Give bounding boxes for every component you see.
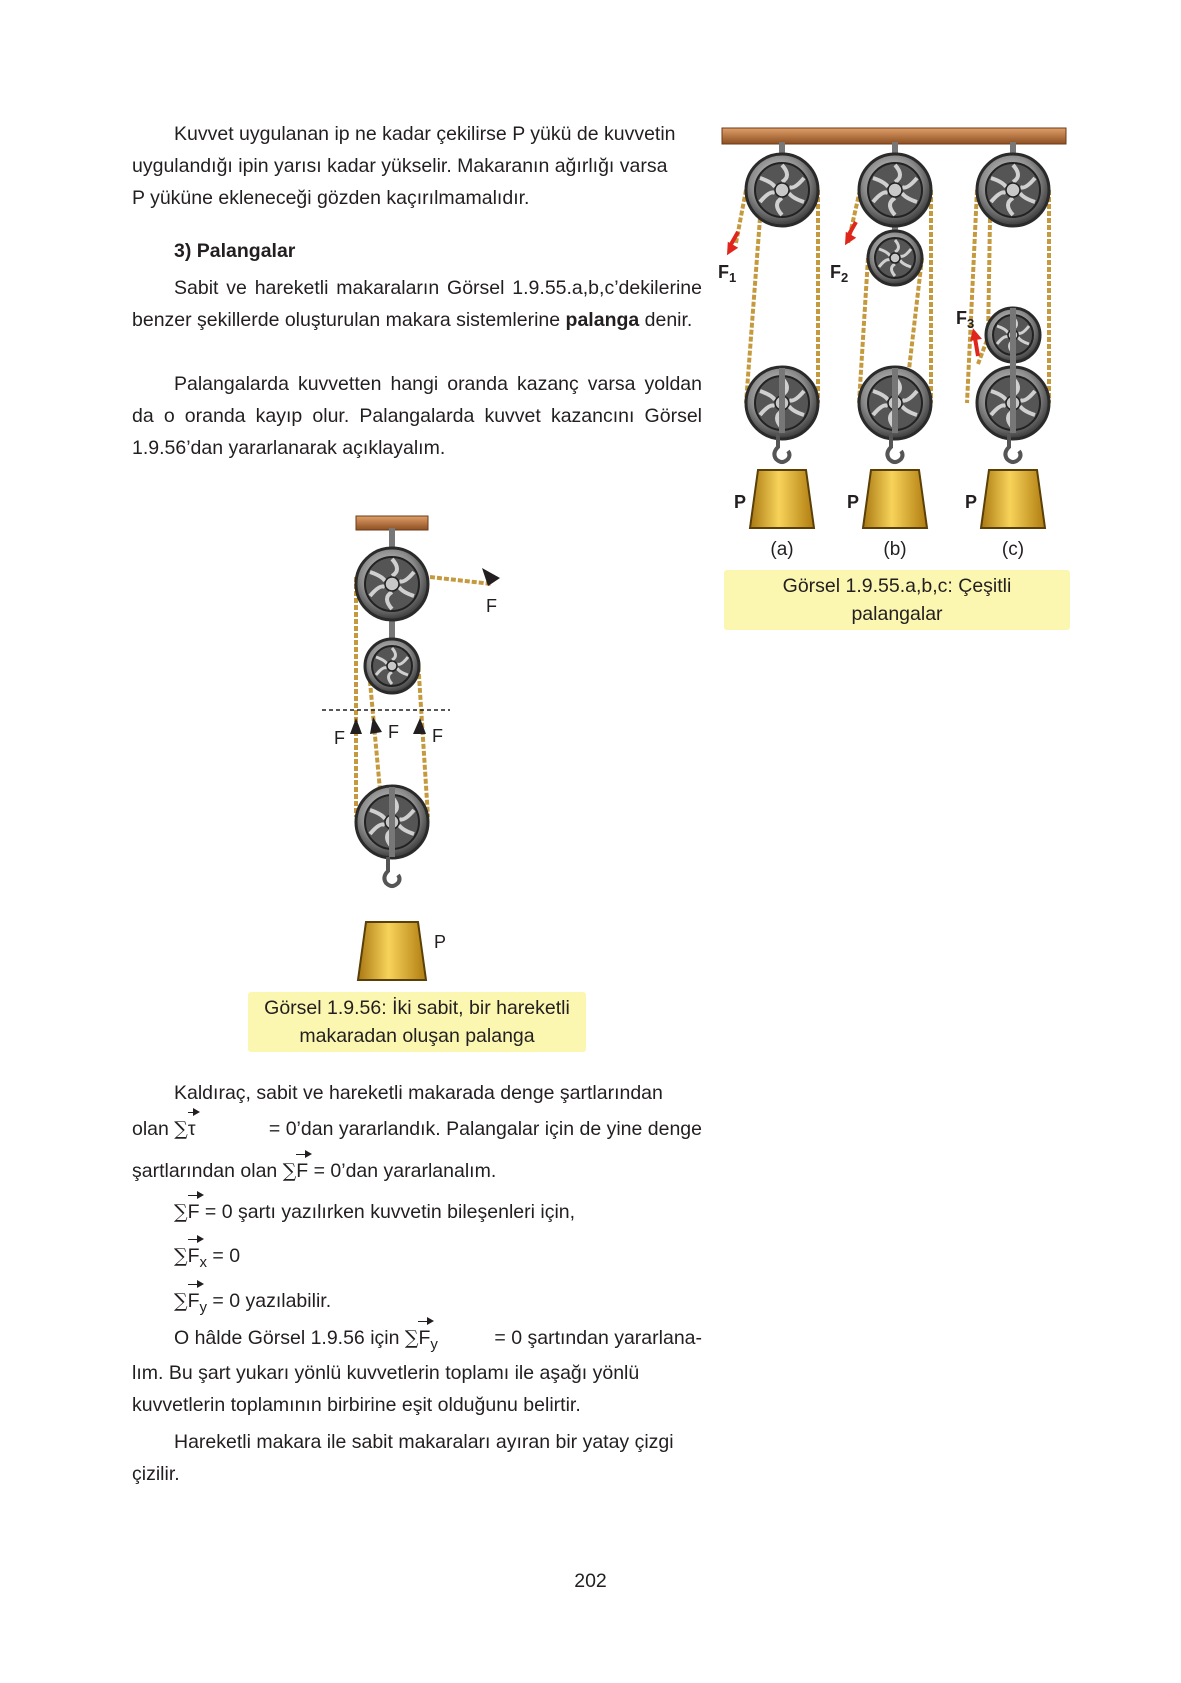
definition-paragraph (132, 272, 702, 336)
panel-label-b: (b) (883, 539, 907, 560)
equation-sum-fy (174, 1286, 331, 1316)
body-line-3-text-b: = 0’dan yararlanalım. (313, 1160, 497, 1182)
figure-55-pulley-systems (720, 128, 1080, 560)
equation-sum-fx-text: = 0 (212, 1245, 241, 1267)
final-line-1: Hareketli makara ile sabit makaraları ayıran bir yatay çizgi (174, 1431, 674, 1453)
panel-label-a: (a) (770, 539, 794, 560)
weight-56 (358, 922, 426, 980)
panel-label-c: (c) (1001, 539, 1025, 560)
equation-sum-fx (174, 1241, 240, 1271)
f-vector: F (188, 1286, 200, 1316)
equation-sum-f-text: = 0 şartı yazılırken kuvvetin bileşenleri için, (204, 1201, 576, 1223)
ceiling-beam-56 (356, 516, 428, 530)
page-number: 202 (574, 1570, 607, 1592)
body-line-2 (132, 1114, 702, 1144)
arrow-f-top (482, 568, 500, 586)
body-line-2-text-b: = 0’dan yararlandık. Palangalar için de yine denge (268, 1118, 702, 1140)
ceiling-beam (722, 128, 1066, 144)
intro-line-3: P yüküne ekleneceği gözden kaçırılmamalıdır. (132, 187, 530, 209)
label-f3: $F_3$ (956, 308, 975, 331)
figure-56-caption (248, 992, 586, 1052)
sigma-symbol: ∑ (174, 1290, 188, 1312)
f-vector: F (188, 1241, 200, 1271)
figure-56-caption-line-2: makaradan oluşan palanga (299, 1025, 535, 1047)
label-f-top: F (486, 596, 497, 616)
body-line-3-text-a: şartlarından olan (132, 1160, 278, 1182)
body-line-3 (132, 1156, 496, 1186)
label-p-c: P (965, 492, 978, 512)
equation-sum-fy-text: = 0 yazılabilir. (212, 1290, 332, 1312)
pulley-system-c (956, 142, 1049, 560)
body-line-1: Kaldıraç, sabit ve hareketli makarada denge şartlarından (174, 1082, 663, 1104)
body-last-line-2: lım. Bu şart yukarı yönlü kuvvetlerin toplamı ile aşağı yönlü (132, 1362, 640, 1384)
definition-text-a: Sabit ve hareketli makaraların Görsel 1.9.55.a,b,c’dekilerine benzer şekillerde oluşturulan makara sistemlerine (132, 277, 702, 331)
equation-sum-f (174, 1197, 575, 1227)
sigma-symbol: ∑ (174, 1118, 188, 1140)
label-f2: $F_2$ (830, 262, 849, 285)
body-last-line-1-left (132, 1323, 438, 1353)
body-last-line-1 (132, 1323, 702, 1353)
sigma-symbol: ∑ (404, 1327, 419, 1349)
weight-b (863, 470, 927, 528)
label-f1: $F_1$ (718, 262, 737, 285)
body-line-2-text-a: olan (132, 1118, 169, 1140)
f-vector: F (296, 1156, 308, 1186)
f-vector: F (418, 1323, 430, 1353)
label-p-a: P (734, 492, 747, 512)
body-last-line-3: kuvvetlerin toplamının birbirine eşit olduğunu belirtir. (132, 1394, 581, 1416)
body-last-text-b: = 0 şartından yararlana- (494, 1327, 702, 1349)
weight-c (981, 470, 1045, 528)
figure-55-caption-line-2: palangalar (851, 603, 943, 625)
figure-55-caption-line-1: Görsel 1.9.55.a,b,c: Çeşitli (782, 575, 1012, 597)
section-heading: 3) Palangalar (174, 240, 296, 262)
weight-a (750, 470, 814, 528)
label-p-b: P (847, 492, 860, 512)
label-f-left: F (334, 728, 345, 748)
arrow-f-left (350, 718, 362, 734)
sigma-symbol: ∑ (282, 1160, 297, 1182)
arrow-f3 (975, 338, 978, 356)
intro-line-2: uygulandığı ipin yarısı kadar yükselir. Makaranın ağırlığı varsa (132, 155, 668, 177)
label-p-56: P (434, 932, 447, 952)
body-last-text-a: O hâlde Görsel 1.9.56 için (174, 1327, 400, 1349)
pulley-system-a (718, 142, 818, 560)
final-line-2: çizilir. (132, 1463, 180, 1485)
figure-55-caption (724, 570, 1070, 630)
definition-text-b: denir. (639, 309, 693, 331)
label-f-right: F (432, 726, 443, 746)
f-vector: F (188, 1197, 200, 1227)
pulley-system-b (830, 142, 931, 560)
figure-56-caption-line-1: Görsel 1.9.56: İki sabit, bir hareketli (264, 997, 570, 1019)
intro-line-1: Kuvvet uygulanan ip ne kadar çekilirse P yükü de kuvvetin (174, 123, 676, 145)
subscript-x: x (199, 1254, 207, 1271)
tau-vector: τ (188, 1114, 196, 1144)
sigma-symbol: ∑ (174, 1245, 188, 1267)
body-line-2-left (132, 1114, 196, 1144)
gain-paragraph: Palangalarda kuvvetten hangi oranda kazanç varsa yoldan da o oranda kayıp olur. Palangalarda kuvvet kazancını Görsel 1.9.56’dan yararlanarak açıklayalım. (132, 373, 702, 459)
label-f-mid: F (388, 722, 399, 742)
definition-term: palanga (565, 309, 640, 331)
subscript-y: y (199, 1299, 207, 1316)
sigma-symbol: ∑ (174, 1201, 188, 1223)
figure-56-compound-pulley (310, 512, 530, 982)
subscript-y: y (430, 1336, 438, 1353)
